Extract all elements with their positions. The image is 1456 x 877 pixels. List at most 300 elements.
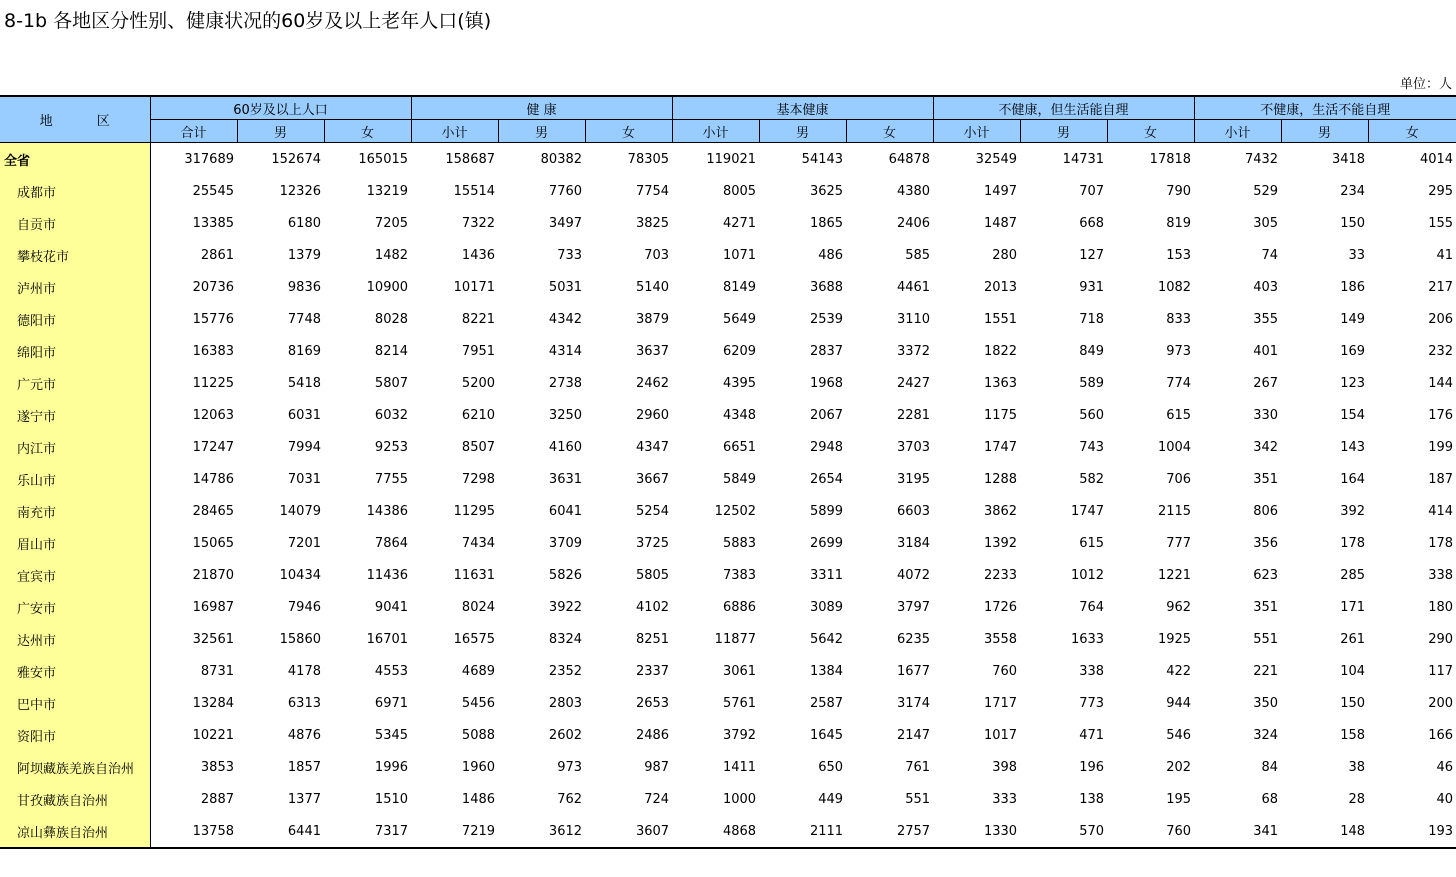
value-cell: 585	[905, 247, 931, 263]
region-name-cell: 广安市	[0, 591, 150, 623]
region-column-header: 地 区	[0, 96, 150, 143]
region-name-cell: 宜宾市	[0, 559, 150, 591]
region-name-cell: 凉山彝族自治州	[0, 815, 150, 848]
table-row	[0, 463, 1456, 495]
value-cell: 1747	[1070, 503, 1105, 519]
value-cell: 529	[1253, 183, 1279, 199]
value-cell: 4868	[672, 815, 759, 848]
subcolumn-header: 男	[1020, 120, 1107, 143]
value-cell: 13758	[150, 815, 237, 848]
region-name-cell: 甘孜藏族自治州	[0, 783, 150, 815]
value-cell: 3174	[896, 695, 931, 711]
value-cell: 987	[644, 759, 670, 775]
value-cell: 6603	[896, 503, 931, 519]
value-cell: 6886	[722, 599, 757, 615]
value-cell: 7317	[324, 815, 411, 848]
value-cell: 1510	[374, 791, 409, 807]
value-cell: 119021	[706, 151, 757, 167]
value-cell: 3250	[548, 407, 583, 423]
value-cell: 5140	[635, 279, 670, 295]
value-cell: 3922	[548, 599, 583, 615]
value-cell: 68	[1261, 791, 1279, 807]
value-cell: 7434	[461, 535, 496, 551]
subcolumn-header: 女	[1107, 120, 1194, 143]
group-header-total: 60岁及以上人口	[150, 96, 411, 120]
region-name-cell: 全省	[0, 143, 150, 176]
value-cell: 317689	[184, 151, 234, 167]
value-cell: 20736	[192, 279, 234, 295]
value-cell: 3667	[635, 471, 670, 487]
value-cell: 551	[1253, 631, 1279, 647]
value-cell: 973	[1166, 343, 1192, 359]
value-cell: 5642	[809, 631, 844, 647]
value-cell: 3709	[548, 535, 583, 551]
value-cell: 1175	[983, 407, 1018, 423]
value-cell: 3625	[809, 183, 844, 199]
value-cell: 8214	[374, 343, 409, 359]
value-cell: 155	[1428, 215, 1454, 231]
value-cell: 13219	[366, 183, 409, 199]
region-name-cell: 遂宁市	[0, 399, 150, 431]
value-cell: 3688	[809, 279, 844, 295]
table-row	[0, 431, 1456, 463]
value-cell: 3184	[896, 535, 931, 551]
value-cell: 7755	[374, 471, 409, 487]
value-cell: 169	[1340, 343, 1366, 359]
value-cell: 3558	[983, 631, 1018, 647]
value-cell: 13385	[192, 215, 234, 231]
value-cell: 123	[1340, 375, 1366, 391]
value-cell: 706	[1166, 471, 1192, 487]
value-cell: 2147	[896, 727, 931, 743]
value-cell: 3607	[585, 815, 672, 848]
value-cell: 3089	[809, 599, 844, 615]
value-cell: 16987	[192, 599, 234, 615]
value-cell: 1436	[461, 247, 496, 263]
value-cell: 33	[1348, 247, 1366, 263]
value-cell: 4553	[374, 663, 409, 679]
value-cell: 2111	[759, 815, 846, 848]
value-cell: 84	[1261, 759, 1279, 775]
value-cell: 3061	[722, 663, 757, 679]
table-row	[0, 495, 1456, 527]
value-cell: 261	[1340, 631, 1366, 647]
value-cell: 1000	[722, 791, 757, 807]
value-cell: 280	[992, 247, 1018, 263]
value-cell: 703	[644, 247, 670, 263]
value-cell: 2602	[548, 727, 583, 743]
value-cell: 195	[1166, 791, 1192, 807]
value-cell: 165015	[358, 151, 409, 167]
value-cell: 200	[1428, 695, 1454, 711]
value-cell: 333	[992, 791, 1018, 807]
value-cell: 5899	[809, 503, 844, 519]
table-row	[0, 367, 1456, 399]
value-cell: 1004	[1157, 439, 1192, 455]
value-cell: 5254	[635, 503, 670, 519]
value-cell: 1677	[896, 663, 931, 679]
value-cell: 2013	[983, 279, 1018, 295]
value-cell: 4314	[548, 343, 583, 359]
table-row	[0, 687, 1456, 719]
value-cell: 743	[1079, 439, 1105, 455]
value-cell: 2803	[548, 695, 583, 711]
region-name-cell: 攀枝花市	[0, 239, 150, 271]
value-cell: 8731	[200, 663, 234, 679]
value-cell: 944	[1166, 695, 1192, 711]
value-cell: 849	[1079, 343, 1105, 359]
value-cell: 32549	[975, 151, 1018, 167]
value-cell: 199	[1428, 439, 1454, 455]
value-cell: 356	[1253, 535, 1279, 551]
value-cell: 9836	[287, 279, 321, 295]
value-cell: 1857	[287, 759, 321, 775]
value-cell: 2233	[983, 567, 1018, 583]
value-cell: 11877	[714, 631, 757, 647]
value-cell: 5849	[722, 471, 757, 487]
region-name-cell: 绵阳市	[0, 335, 150, 367]
value-cell: 1379	[287, 247, 321, 263]
value-cell: 2887	[200, 791, 234, 807]
value-cell: 2653	[635, 695, 670, 711]
value-cell: 2738	[548, 375, 583, 391]
value-cell: 158	[1340, 727, 1366, 743]
value-cell: 351	[1253, 471, 1279, 487]
value-cell: 6210	[461, 407, 496, 423]
value-cell: 1411	[722, 759, 757, 775]
table-row	[0, 143, 1456, 176]
value-cell: 1551	[983, 311, 1018, 327]
value-cell: 6235	[896, 631, 931, 647]
value-cell: 398	[992, 759, 1018, 775]
value-cell: 3862	[983, 503, 1018, 519]
value-cell: 193	[1368, 815, 1456, 848]
value-cell: 3110	[896, 311, 931, 327]
value-cell: 560	[1079, 407, 1105, 423]
value-cell: 4102	[635, 599, 670, 615]
value-cell: 1960	[461, 759, 496, 775]
value-cell: 2861	[200, 247, 234, 263]
value-cell: 25545	[192, 183, 234, 199]
value-cell: 6441	[237, 815, 324, 848]
region-name-cell: 巴中市	[0, 687, 150, 719]
value-cell: 1497	[983, 183, 1018, 199]
value-cell: 138	[1079, 791, 1105, 807]
value-cell: 7201	[287, 535, 321, 551]
value-cell: 21870	[192, 567, 234, 583]
value-cell: 1384	[809, 663, 844, 679]
value-cell: 1865	[809, 215, 844, 231]
value-cell: 422	[1166, 663, 1192, 679]
subcolumn-header: 小计	[933, 120, 1020, 143]
value-cell: 12326	[279, 183, 321, 199]
value-cell: 46	[1436, 759, 1454, 775]
value-cell: 8251	[635, 631, 670, 647]
value-cell: 11295	[453, 503, 496, 519]
value-cell: 1717	[983, 695, 1018, 711]
value-cell: 833	[1166, 311, 1192, 327]
value-cell: 351	[1253, 599, 1279, 615]
value-cell: 1645	[809, 727, 844, 743]
value-cell: 790	[1166, 183, 1192, 199]
value-cell: 403	[1253, 279, 1279, 295]
value-cell: 4160	[548, 439, 583, 455]
value-cell: 1012	[1070, 567, 1105, 583]
table-row	[0, 399, 1456, 431]
value-cell: 1377	[287, 791, 321, 807]
value-cell: 11631	[453, 567, 496, 583]
table-header	[0, 96, 1456, 143]
value-cell: 28	[1348, 791, 1366, 807]
value-cell: 650	[818, 759, 844, 775]
value-cell: 1363	[983, 375, 1018, 391]
value-cell: 761	[905, 759, 931, 775]
value-cell: 8507	[461, 439, 496, 455]
value-cell: 330	[1253, 407, 1279, 423]
value-cell: 8169	[287, 343, 321, 359]
population-table	[0, 95, 1456, 849]
value-cell: 104	[1340, 663, 1366, 679]
subcolumn-header: 小计	[1194, 120, 1281, 143]
region-name-cell: 乐山市	[0, 463, 150, 495]
subcolumn-header: 小计	[411, 120, 498, 143]
value-cell: 471	[1079, 727, 1105, 743]
value-cell: 221	[1253, 663, 1279, 679]
value-cell: 5456	[461, 695, 496, 711]
value-cell: 16701	[366, 631, 409, 647]
value-cell: 1330	[933, 815, 1020, 848]
value-cell: 3612	[498, 815, 585, 848]
value-cell: 1071	[722, 247, 757, 263]
table-row	[0, 623, 1456, 655]
value-cell: 232	[1428, 343, 1454, 359]
value-cell: 806	[1253, 503, 1279, 519]
table-row	[0, 335, 1456, 367]
value-cell: 760	[992, 663, 1018, 679]
region-name-cell: 成都市	[0, 175, 150, 207]
value-cell: 285	[1340, 567, 1366, 583]
value-cell: 2539	[809, 311, 844, 327]
table-row	[0, 303, 1456, 335]
value-cell: 154	[1340, 407, 1366, 423]
value-cell: 8024	[461, 599, 496, 615]
value-cell: 5418	[287, 375, 321, 391]
value-cell: 1968	[809, 375, 844, 391]
group-header-healthy: 健 康	[411, 96, 672, 120]
region-name-cell: 资阳市	[0, 719, 150, 751]
value-cell: 41	[1436, 247, 1454, 263]
value-cell: 355	[1253, 311, 1279, 327]
value-cell: 962	[1166, 599, 1192, 615]
value-cell: 11436	[366, 567, 409, 583]
value-cell: 3797	[896, 599, 931, 615]
value-cell: 1487	[983, 215, 1018, 231]
value-cell: 7219	[411, 815, 498, 848]
value-cell: 6651	[722, 439, 757, 455]
value-cell: 1392	[983, 535, 1018, 551]
value-cell: 7298	[461, 471, 496, 487]
value-cell: 760	[1107, 815, 1194, 848]
value-cell: 7864	[374, 535, 409, 551]
region-name-cell: 泸州市	[0, 271, 150, 303]
value-cell: 1633	[1070, 631, 1105, 647]
value-cell: 11225	[192, 375, 234, 391]
value-cell: 40	[1436, 791, 1454, 807]
value-cell: 206	[1428, 311, 1454, 327]
value-cell: 2757	[846, 815, 933, 848]
value-cell: 78305	[627, 151, 670, 167]
value-cell: 1221	[1157, 567, 1192, 583]
value-cell: 7994	[287, 439, 321, 455]
value-cell: 9253	[374, 439, 409, 455]
table-row	[0, 751, 1456, 783]
region-name-cell: 南充市	[0, 495, 150, 527]
value-cell: 14386	[366, 503, 409, 519]
value-cell: 401	[1253, 343, 1279, 359]
value-cell: 178	[1340, 535, 1366, 551]
value-cell: 7760	[548, 183, 583, 199]
value-cell: 5805	[635, 567, 670, 583]
value-cell: 14079	[279, 503, 321, 519]
value-cell: 2699	[809, 535, 844, 551]
value-cell: 2837	[809, 343, 844, 359]
value-cell: 187	[1428, 471, 1454, 487]
value-cell: 6032	[374, 407, 409, 423]
value-cell: 5826	[548, 567, 583, 583]
value-cell: 2067	[809, 407, 844, 423]
value-cell: 3311	[809, 567, 844, 583]
value-cell: 819	[1166, 215, 1192, 231]
value-cell: 392	[1340, 503, 1366, 519]
value-cell: 931	[1079, 279, 1105, 295]
value-cell: 8028	[374, 311, 409, 327]
value-cell: 6041	[548, 503, 583, 519]
value-cell: 2486	[635, 727, 670, 743]
value-cell: 196	[1079, 759, 1105, 775]
value-cell: 615	[1166, 407, 1192, 423]
value-cell: 4395	[722, 375, 757, 391]
value-cell: 10221	[192, 727, 234, 743]
value-cell: 414	[1428, 503, 1454, 519]
value-cell: 777	[1166, 535, 1192, 551]
value-cell: 1017	[983, 727, 1018, 743]
table-row	[0, 271, 1456, 303]
value-cell: 6313	[287, 695, 321, 711]
table-row	[0, 655, 1456, 687]
value-cell: 16383	[192, 343, 234, 359]
value-cell: 74	[1261, 247, 1279, 263]
value-cell: 10900	[366, 279, 409, 295]
table-body	[0, 143, 1456, 849]
table-row	[0, 591, 1456, 623]
value-cell: 668	[1079, 215, 1105, 231]
value-cell: 290	[1428, 631, 1454, 647]
value-cell: 150	[1340, 695, 1366, 711]
value-cell: 7205	[374, 215, 409, 231]
value-cell: 2427	[896, 375, 931, 391]
value-cell: 1486	[461, 791, 496, 807]
value-cell: 15514	[453, 183, 496, 199]
value-cell: 1726	[983, 599, 1018, 615]
table-row	[0, 719, 1456, 751]
table-row	[0, 175, 1456, 207]
unit-label: 单位：人	[1399, 77, 1452, 92]
value-cell: 178	[1428, 535, 1454, 551]
value-cell: 338	[1079, 663, 1105, 679]
region-name-cell: 内江市	[0, 431, 150, 463]
value-cell: 1482	[374, 247, 409, 263]
table-row	[0, 527, 1456, 559]
value-cell: 724	[644, 791, 670, 807]
value-cell: 171	[1340, 599, 1366, 615]
value-cell: 1925	[1157, 631, 1192, 647]
value-cell: 5807	[374, 375, 409, 391]
value-cell: 3725	[635, 535, 670, 551]
value-cell: 5088	[461, 727, 496, 743]
value-cell: 5345	[374, 727, 409, 743]
value-cell: 15776	[192, 311, 234, 327]
value-cell: 3879	[635, 311, 670, 327]
subcolumn-header: 女	[1368, 120, 1456, 143]
subcolumn-header: 男	[498, 120, 585, 143]
value-cell: 718	[1079, 311, 1105, 327]
value-cell: 1082	[1157, 279, 1192, 295]
value-cell: 3631	[548, 471, 583, 487]
value-cell: 5031	[548, 279, 583, 295]
value-cell: 486	[818, 247, 844, 263]
value-cell: 148	[1281, 815, 1368, 848]
region-name-cell: 眉山市	[0, 527, 150, 559]
value-cell: 2337	[635, 663, 670, 679]
value-cell: 234	[1340, 183, 1366, 199]
group-header-unhealthy-no-self-care: 不健康，生活不能自理	[1194, 96, 1456, 120]
value-cell: 3792	[722, 727, 757, 743]
value-cell: 64878	[888, 151, 931, 167]
subcolumn-header: 女	[585, 120, 672, 143]
value-cell: 7946	[287, 599, 321, 615]
value-cell: 13284	[192, 695, 234, 711]
value-cell: 2587	[809, 695, 844, 711]
subcolumn-header: 男	[759, 120, 846, 143]
subcolumn-header: 小计	[672, 120, 759, 143]
value-cell: 153	[1166, 247, 1192, 263]
value-cell: 774	[1166, 375, 1192, 391]
value-cell: 7322	[461, 215, 496, 231]
region-name-cell: 广元市	[0, 367, 150, 399]
value-cell: 16575	[453, 631, 496, 647]
value-cell: 546	[1166, 727, 1192, 743]
value-cell: 8005	[722, 183, 757, 199]
value-cell: 144	[1428, 375, 1454, 391]
value-cell: 28465	[192, 503, 234, 519]
value-cell: 4876	[287, 727, 321, 743]
value-cell: 6971	[374, 695, 409, 711]
value-cell: 17818	[1149, 151, 1192, 167]
value-cell: 350	[1253, 695, 1279, 711]
value-cell: 2462	[635, 375, 670, 391]
value-cell: 7383	[722, 567, 757, 583]
value-cell: 12502	[714, 503, 757, 519]
subcolumn-header: 合计	[150, 120, 237, 143]
value-cell: 2115	[1157, 503, 1192, 519]
value-cell: 5883	[722, 535, 757, 551]
value-cell: 176	[1428, 407, 1454, 423]
value-cell: 4380	[896, 183, 931, 199]
value-cell: 7748	[287, 311, 321, 327]
value-cell: 2406	[896, 215, 931, 231]
value-cell: 166	[1428, 727, 1454, 743]
value-cell: 164	[1340, 471, 1366, 487]
